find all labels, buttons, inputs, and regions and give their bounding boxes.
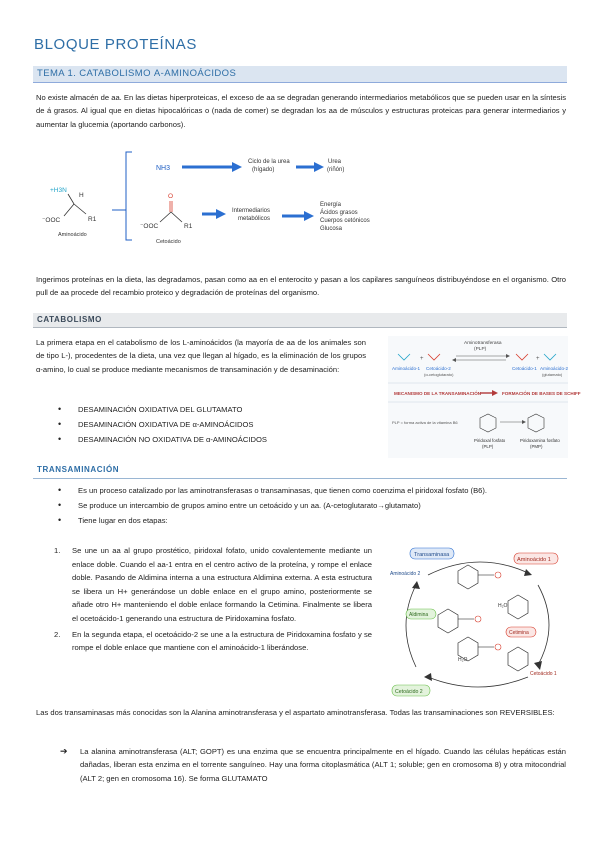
transamination-figure (388, 336, 581, 458)
topic-title: TEMA 1. CATABOLISMO Α-AMINOÁCIDOS (37, 68, 237, 79)
cycle-aldimina: Aldimina (409, 612, 429, 618)
ring-lower-right (508, 647, 528, 671)
fig-pmp-abbr: (PMP) (530, 444, 543, 449)
scheme-aminoacid-label: Aminoácido (58, 232, 87, 238)
scheme-urea-cycle-1: Ciclo de la urea (248, 159, 290, 165)
cycle-aminoacid1: Aminoácido 1 (517, 557, 551, 563)
scheme-ketoacid-label: Cetoácido (156, 239, 181, 245)
transamination-list (52, 483, 567, 528)
list-item: • DESAMINACIÓN OXIDATIVA DE α-AMINOÁCIDOS (52, 417, 372, 432)
topic-header (33, 66, 567, 83)
scheme-h-label: H (79, 192, 84, 199)
transamination-steps (36, 544, 372, 657)
cycle-cetimina: Cetimina (509, 630, 529, 636)
fig-schiff: FORMACIÓN DE BASES DE SCHIFF (502, 391, 581, 396)
scheme-nh3: NH3 (156, 165, 171, 172)
ring-top (458, 565, 478, 589)
aminoacid-fate-scheme (36, 146, 376, 250)
digestion-paragraph: Ingerimos proteínas en la dieta, las degradamos, pasan como aa en el enterocito y pasan a los capilares sanguíneos distribuyéndose en el organismo. Otro pull de aa procede del recambio proteico y degradación de proteínas del organismo. (36, 275, 566, 298)
fig-plp-abbr: (PLP) (482, 444, 494, 449)
fig-enzyme: Aminotransferasa (464, 341, 502, 346)
fig-plp-label: Piridoxal fosfato (474, 438, 506, 443)
transamination-heading: TRANSAMINACIÓN (37, 465, 120, 474)
scheme-arrow-1 (232, 162, 242, 172)
fig-plus-1: + (420, 356, 424, 362)
scheme-arrow-2 (314, 162, 324, 172)
step-text: En la segunda etapa, el ocetoácido-2 se une a la estructura de Piridoxamina fosfato y se rompe el doble enlace que mantiene con el aminoácido-1 liberándose. (72, 629, 372, 653)
cycle-water-1: H₂O (458, 657, 468, 663)
list-item: • Es un proceso catalizado por las aminotransferasas o transaminasas, que tienen como coenzima el piridoxal fosfato (B6). (52, 483, 567, 498)
scheme-bracket (126, 152, 132, 240)
scheme-carboxylate: ⁻OOC (42, 217, 61, 224)
fig-aa2: Aminoácido-2 (540, 366, 569, 371)
fig-plus-2: + (536, 356, 540, 362)
alt-item (60, 745, 566, 785)
scheme-r-group: R1 (88, 216, 97, 223)
scheme-urea-cycle-2: (hígado) (252, 167, 275, 173)
scheme-ketoacid-r: R1 (184, 223, 193, 230)
list-item: • DESAMINACIÓN OXIDATIVA DEL GLUTAMATO (52, 402, 372, 417)
cycle-transaminase: Transaminasa (414, 552, 450, 558)
scheme-arrow-4 (304, 211, 314, 221)
scheme-amine-group: +H3N (50, 187, 67, 194)
transamination-header (33, 465, 567, 479)
cycle-aminoacid2: Aminoácido 2 (390, 571, 421, 577)
cycle-ketoacid1: Cetoácido 1 (530, 671, 557, 677)
scheme-product-2: Ácidos grasos (320, 210, 358, 216)
scheme-ketoacid-oxygen: O (168, 193, 174, 200)
step-number: 1. (54, 546, 61, 555)
document-title: BLOQUE PROTEÍNAS (34, 36, 197, 53)
list-item: • Se produce un intercambio de grupos amino entre un cetoácido y un aa. (A-cetoglutarato→glutamato) (52, 498, 567, 513)
scheme-product-4: Glucosa (320, 226, 343, 232)
scheme-ketoacid-carboxylate: ⁻OOC (140, 223, 159, 230)
fig-pmp-label: Piridoxamina fosfato (520, 438, 560, 443)
scheme-product-3: Cuerpos cetónicos (320, 218, 370, 224)
alt-text: La alanina aminotransferasa (ALT; GOPT) es una enzima que se encuentra principalmente en el hígado. Cuando las células hepáticas están dañadas, liberan esta enzima en el torrente sanguíneo. Hay una forma citoplasmática (ALT 1; soluble; gen en cromosoma 8) y otra mitocondrial (ALT 2; gen en cromosoma 16). Se forma GLUTAMATO (80, 747, 566, 783)
catabolism-header (33, 313, 567, 328)
arrow-icon: ➔ (60, 746, 68, 756)
ring-left (438, 609, 458, 633)
transamination-cycle-figure (388, 545, 570, 703)
known-transaminases-paragraph: Las dos transaminasas más conocidas son la Alanina aminotransferasa y el aspartato aminotransferasa. Todas las transaminaciones son REVERSIBLES: (36, 708, 555, 717)
step-item (36, 628, 372, 655)
scheme-urea-1: Urea (328, 159, 342, 165)
cycle-water-2: H₂O (498, 603, 508, 609)
catabolism-heading: CATABOLISMO (37, 315, 102, 324)
deamination-list (52, 402, 372, 447)
fig-mechanism: MECANISMO DE LA TRANSAMINACIÓN (394, 391, 482, 396)
catabolism-paragraph: La primera etapa en el catabolismo de los L-aminoácidos (la mayoría de aa de los animales son de tipo L-), procedentes de la dieta, una vez que llegan al hígado, es la eliminación de los grupos α-amino, lo cual se produce mediante mecanismos de transaminación y de desaminación: (36, 338, 366, 374)
scheme-urea-2: (riñón) (327, 167, 345, 173)
step-item (36, 544, 372, 626)
fig-keto2: Cetoácido-2 (426, 366, 451, 371)
scheme-intermediates-2: metabólicos (238, 216, 271, 222)
step-number: 2. (54, 629, 61, 639)
fig-cofactor: (PLP) (474, 347, 487, 352)
ring-right (508, 595, 528, 619)
list-item: • DESAMINACIÓN NO OXIDATIVA DE α-AMINOÁCIDOS (52, 432, 372, 447)
step-text: Se une un aa al grupo prostético, piridoxal fofato, unido covalentemente mediante un enlace doble. Cuando el aa-1 entra en el centro activo de la proteína, y rompe el enlace doble. Pasando de Aldimina interna a una estructura Aldimina externa. A esta estructura se libera un H+ generándose un doble enlace en el grupo amino, posteriormente se añade otro H+ manteniendo el doble enlace formando la Cetimina. Finalmente se libera el ocetoácido-1 generando una estructura de Piridoxamina fosfato. (72, 546, 372, 623)
intro-paragraph: No existe almacén de aa. En las dietas hiperproteicas, el exceso de aa se degradan generando intermediarios metabólicos que se pueden usar en la síntesis de á grasos. Al igual que en dietas hipocalóricas o (nada de comer) se degradan los aa de músculos y estructuras proteicas para generar intermediarios y aumentar la glucemia (aportando carbonos). (36, 93, 566, 129)
list-item: • Tiene lugar en dos etapas: (52, 513, 567, 528)
fig-plp-note: PLP = forma activa de la vitamina B6 (392, 420, 458, 425)
fig-aa2-note: (glutamato) (542, 372, 563, 377)
scheme-product-1: Energía (320, 202, 342, 208)
cycle-ketoacid2: Cetoácido 2 (395, 689, 423, 695)
scheme-arrow-3 (216, 209, 226, 219)
fig-aa1: Aminoácido-1 (392, 366, 421, 371)
fig-keto2-note: (α-cetoglutarato) (424, 372, 454, 377)
scheme-intermediates-1: Intermediarios (232, 208, 271, 214)
fig-keto1: Cetoácido-1 (512, 366, 537, 371)
